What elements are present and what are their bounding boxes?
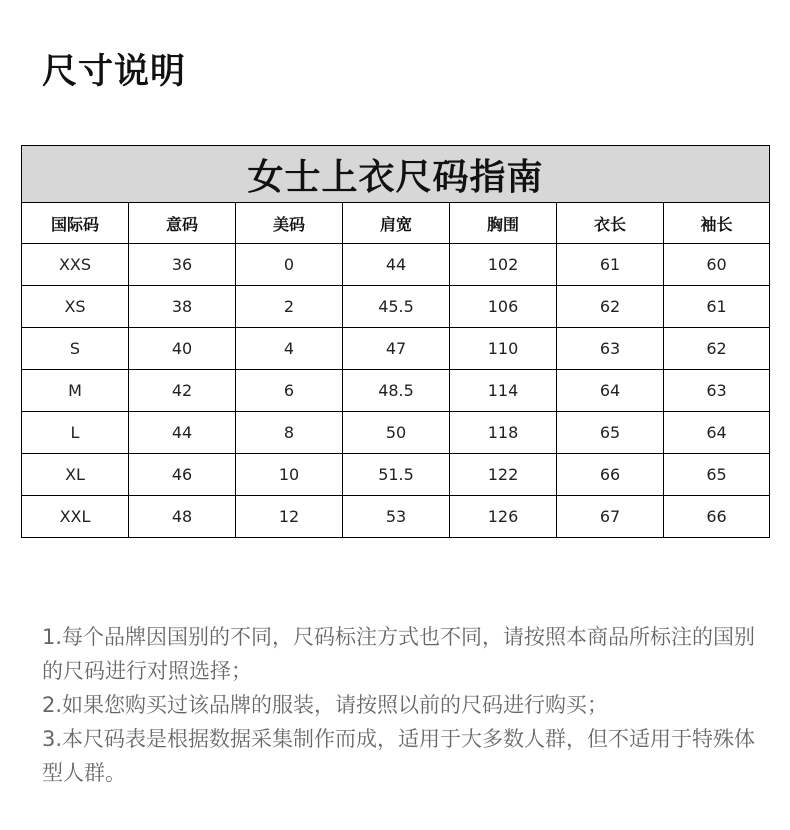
table-cell: 38 — [129, 286, 236, 328]
notes-section — [42, 620, 757, 790]
table-cell: 0 — [236, 244, 343, 286]
table-row — [22, 412, 770, 454]
table-cell: 48.5 — [343, 370, 450, 412]
table-cell: M — [22, 370, 129, 412]
table-cell: 64 — [664, 412, 770, 454]
table-title-row — [22, 146, 770, 203]
table-cell: 110 — [450, 328, 557, 370]
table-cell: 45.5 — [343, 286, 450, 328]
table-cell: 65 — [664, 454, 770, 496]
table-cell: 63 — [557, 328, 664, 370]
table-cell: 36 — [129, 244, 236, 286]
table-cell: 61 — [664, 286, 770, 328]
table-cell: 42 — [129, 370, 236, 412]
table-cell: 122 — [450, 454, 557, 496]
table-cell: 44 — [343, 244, 450, 286]
table-cell: 46 — [129, 454, 236, 496]
table-header-row — [22, 203, 770, 244]
column-header-intl-size: 国际码 — [22, 203, 129, 244]
column-header-length: 衣长 — [557, 203, 664, 244]
column-header-it-size: 意码 — [129, 203, 236, 244]
table-cell: 44 — [129, 412, 236, 454]
table-cell: 4 — [236, 328, 343, 370]
column-header-sleeve-length: 袖长 — [664, 203, 770, 244]
table-row — [22, 328, 770, 370]
table-cell: 53 — [343, 496, 450, 538]
table-cell: XXS — [22, 244, 129, 286]
table-cell: 64 — [557, 370, 664, 412]
table-row — [22, 454, 770, 496]
table-cell: XXL — [22, 496, 129, 538]
table-cell: XL — [22, 454, 129, 496]
table-cell: 51.5 — [343, 454, 450, 496]
table-cell: 65 — [557, 412, 664, 454]
table-cell: 66 — [557, 454, 664, 496]
size-chart-table — [21, 145, 770, 538]
table-cell: XS — [22, 286, 129, 328]
table-cell: 61 — [557, 244, 664, 286]
table-cell: 106 — [450, 286, 557, 328]
table-cell: 60 — [664, 244, 770, 286]
table-row — [22, 370, 770, 412]
table-row — [22, 244, 770, 286]
column-header-bust: 胸围 — [450, 203, 557, 244]
table-cell: 40 — [129, 328, 236, 370]
table-cell: 10 — [236, 454, 343, 496]
table-cell: 102 — [450, 244, 557, 286]
table-cell: S — [22, 328, 129, 370]
table-cell: 12 — [236, 496, 343, 538]
table-cell: 48 — [129, 496, 236, 538]
table-row — [22, 286, 770, 328]
column-header-us-size: 美码 — [236, 203, 343, 244]
note-item: 1.每个品牌因国别的不同，尺码标注方式也不同，请按照本商品所标注的国别的尺码进行对照选择； — [42, 625, 756, 683]
table-row — [22, 496, 770, 538]
table-cell: L — [22, 412, 129, 454]
table-cell: 2 — [236, 286, 343, 328]
table-cell: 50 — [343, 412, 450, 454]
table-cell: 8 — [236, 412, 343, 454]
table-cell: 114 — [450, 370, 557, 412]
note-item: 3.本尺码表是根据数据采集制作而成，适用于大多数人群，但不适用于特殊体型人群。 — [42, 727, 756, 785]
column-header-shoulder-width: 肩宽 — [343, 203, 450, 244]
table-cell: 6 — [236, 370, 343, 412]
table-cell: 62 — [557, 286, 664, 328]
table-cell: 118 — [450, 412, 557, 454]
table-cell: 67 — [557, 496, 664, 538]
page-title: 尺寸说明 — [42, 52, 187, 92]
note-item: 2.如果您购买过该品牌的服装，请按照以前的尺码进行购买； — [42, 693, 609, 717]
table-cell: 62 — [664, 328, 770, 370]
table-cell: 126 — [450, 496, 557, 538]
table-cell: 47 — [343, 328, 450, 370]
table-title: 女士上衣尺码指南 — [22, 146, 770, 203]
table-cell: 63 — [664, 370, 770, 412]
table-cell: 66 — [664, 496, 770, 538]
